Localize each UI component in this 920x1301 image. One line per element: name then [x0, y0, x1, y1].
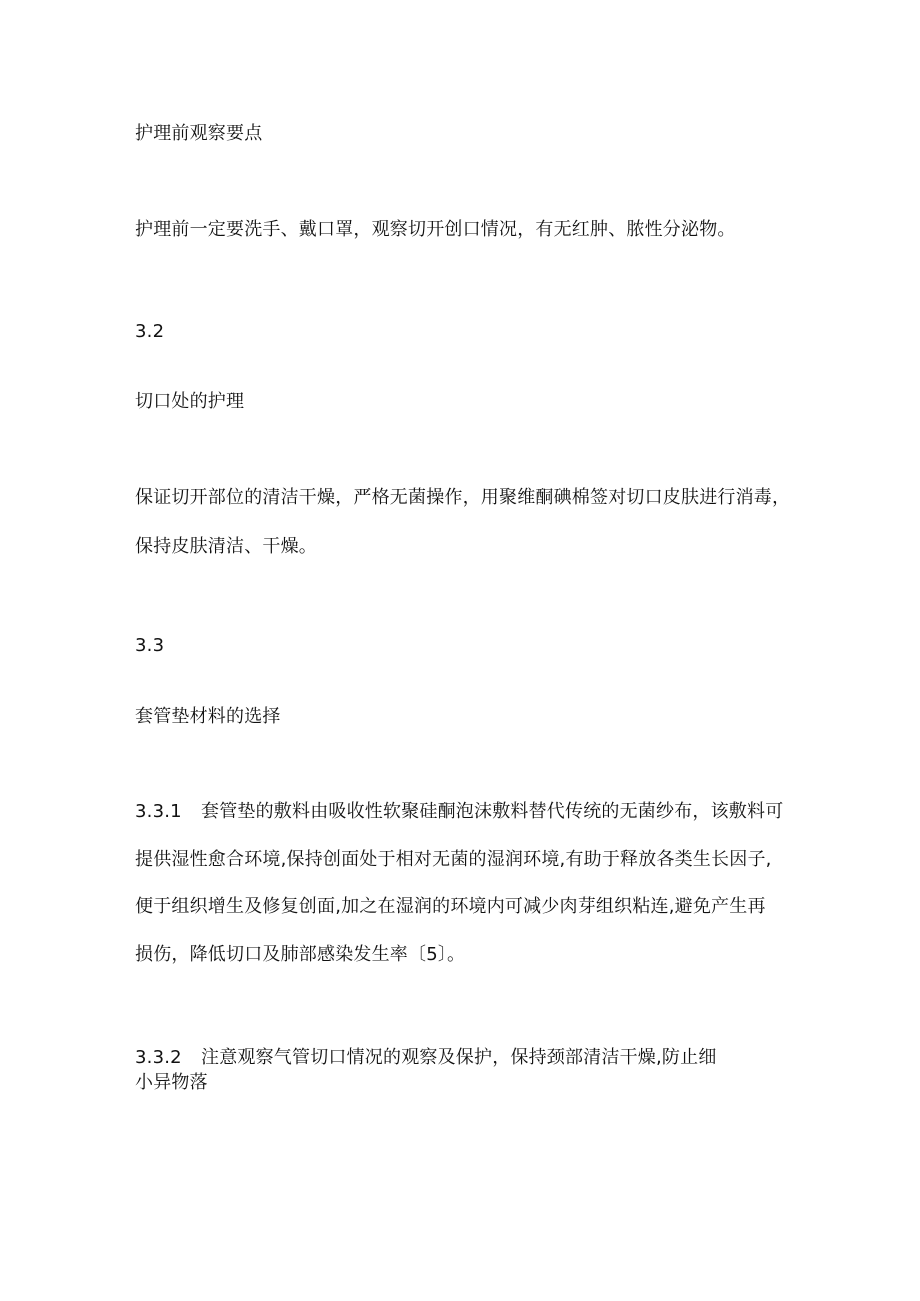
paragraph-3-3-1-line-1: [135, 800, 783, 824]
paragraph-3-3-2-line-2: 小异物落: [135, 1072, 208, 1093]
paragraph-3-3-1-line-3: 便于组织增生及修复创面,加之在湿润的环境内可减少肉芽组织粘连,避免产生再: [135, 896, 766, 917]
paragraph-observation: 护理前一定要洗手、戴口罩，观察切开创口情况，有无红肿、脓性分泌物。: [135, 219, 736, 240]
paragraph-3-3-1-line-4: 损伤，降低切口及肺部感染发生率〔5〕。: [135, 944, 466, 965]
paragraph-incision-line-2: 保持皮肤清洁、干燥。: [135, 536, 317, 557]
paragraph-3-3-2-text-1: 注意观察气管切口情况的观察及保护，保持颈部清洁干燥,防止细: [201, 1047, 717, 1068]
paragraph-3-3-2-line-1: [135, 1046, 717, 1070]
section-number-3-2: 3.2: [135, 321, 165, 342]
paragraph-3-3-1-text-1: 套管垫的敷料由吸收性软聚硅酮泡沫敷料替代传统的无菌纱布，该敷料可: [201, 801, 784, 822]
section-number-3-3: 3.3: [135, 635, 165, 656]
section-title-incision-care: 切口处的护理: [135, 391, 245, 412]
subsection-number-3-3-2: 3.3.2: [135, 1047, 182, 1068]
section-title-pad-material: 套管垫材料的选择: [135, 706, 281, 727]
subsection-number-3-3-1: 3.3.1: [135, 801, 182, 822]
paragraph-incision-line-1: 保证切开部位的清洁干燥，严格无菌操作，用聚维酮碘棉签对切口皮肤进行消毒，: [135, 487, 791, 508]
paragraph-3-3-1-line-2: 提供湿性愈合环境,保持创面处于相对无菌的湿润环境,有助于释放各类生长因子,: [135, 849, 772, 870]
heading-observation-points: 护理前观察要点: [135, 123, 263, 144]
